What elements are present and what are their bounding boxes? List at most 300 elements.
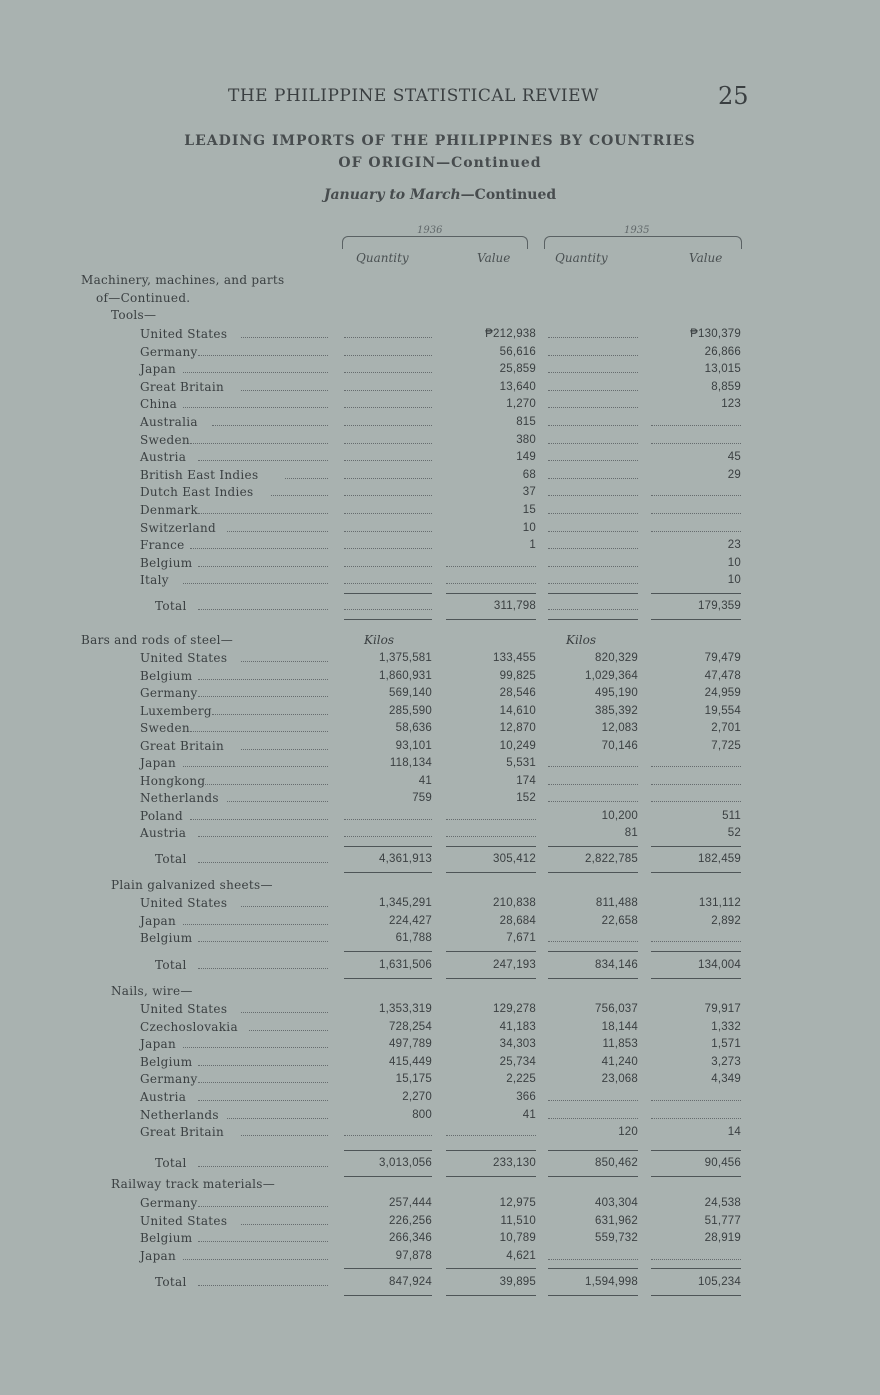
- value-cell: 2,892: [711, 914, 741, 927]
- value-cell: 41: [522, 1108, 536, 1121]
- empty-cell: [446, 819, 536, 820]
- total-rule: [651, 1268, 741, 1269]
- table-title-line2: OF ORIGIN—Continued: [338, 155, 542, 171]
- row-label: Machinery, machines, and parts: [81, 273, 285, 287]
- empty-cell: [344, 548, 432, 549]
- leader-dots: [241, 906, 328, 907]
- table-row: [0, 825, 880, 842]
- value-cell: 11,510: [500, 1214, 536, 1227]
- total-rule: [344, 1150, 432, 1151]
- value-cell: 25,859: [499, 363, 536, 376]
- value-cell: 210,838: [493, 897, 536, 909]
- total-rule: [548, 1150, 638, 1151]
- table-row: [0, 930, 880, 947]
- table-row: [0, 307, 880, 324]
- value-cell: 28,919: [704, 1232, 741, 1245]
- total-rule: [446, 951, 536, 952]
- leader-dots: [241, 390, 328, 391]
- table-row: [0, 1176, 880, 1193]
- leader-dots: [183, 1047, 328, 1048]
- row-label: Total: [155, 1156, 187, 1170]
- value-cell: 10,200: [601, 809, 638, 822]
- value-cell: 728,254: [389, 1020, 432, 1033]
- table-row: [0, 957, 880, 974]
- page-number: 25: [718, 82, 749, 110]
- value-cell: 52: [727, 827, 741, 839]
- row-label: of—Continued.: [96, 291, 191, 305]
- value-cell: 311,798: [493, 600, 536, 612]
- value-cell: 174: [516, 774, 536, 787]
- row-label: Australia: [140, 415, 198, 429]
- leader-dots: [212, 425, 328, 426]
- total-rule: [344, 846, 432, 847]
- leader-dots: [241, 337, 328, 338]
- table-row: [0, 1036, 880, 1053]
- value-cell: 224,427: [389, 914, 432, 927]
- row-label: Great Britain: [140, 379, 225, 394]
- table-row: [0, 1213, 880, 1230]
- table-row: [0, 632, 880, 649]
- table-row: [0, 572, 880, 589]
- row-label: United States: [140, 1213, 228, 1228]
- empty-cell: [651, 425, 741, 426]
- table-row: [0, 484, 880, 501]
- row-label: Total: [155, 1275, 187, 1289]
- empty-cell: [651, 784, 741, 785]
- leader-dots: [285, 478, 328, 479]
- row-label: Austria: [140, 450, 187, 465]
- table-row: [0, 755, 880, 772]
- value-cell: 182,459: [698, 853, 741, 865]
- total-rule: [344, 872, 432, 873]
- value-cell: 97,878: [395, 1250, 432, 1263]
- leader-dots: [183, 372, 328, 373]
- empty-cell: [344, 337, 432, 338]
- total-rule: [548, 872, 638, 873]
- total-rule: [344, 951, 432, 952]
- row-label: Japan: [140, 913, 177, 928]
- row-label: Total: [155, 958, 187, 972]
- value-cell: 10: [522, 521, 536, 534]
- row-label: Nails, wire—: [111, 984, 193, 998]
- empty-cell: [344, 1135, 432, 1136]
- row-label: Great Britain: [140, 1125, 225, 1140]
- row-label: Plain galvanized sheets—: [111, 878, 273, 892]
- leader-dots: [249, 1030, 328, 1031]
- row-label: Austria: [140, 826, 187, 840]
- value-cell: 14: [727, 1126, 741, 1139]
- total-rule: [651, 978, 741, 979]
- empty-cell: [548, 1118, 638, 1119]
- value-cell: 820,329: [595, 652, 638, 664]
- value-cell: 12,083: [601, 722, 638, 734]
- row-label: United States: [140, 1002, 228, 1016]
- value-cell: 497,789: [389, 1038, 432, 1051]
- value-cell: 815: [516, 416, 536, 428]
- empty-cell: [344, 407, 432, 408]
- leader-dots: [198, 1100, 328, 1101]
- empty-cell: [548, 1100, 638, 1101]
- table-row: [0, 520, 880, 537]
- value-cell: 631,962: [595, 1214, 638, 1227]
- value-cell: 4,349: [711, 1073, 741, 1086]
- empty-cell: [548, 784, 638, 785]
- row-label: Total: [155, 599, 187, 613]
- value-cell: 28,684: [499, 914, 536, 927]
- table-row: [0, 1001, 880, 1018]
- total-rule: [651, 872, 741, 873]
- row-label: Netherlands: [140, 791, 219, 805]
- row-label: Belgium: [140, 1054, 193, 1069]
- row-label: Belgium: [140, 668, 193, 683]
- empty-cell: [446, 566, 536, 567]
- total-rule: [344, 1268, 432, 1269]
- empty-cell: [548, 609, 638, 610]
- value-cell: 756,037: [595, 1003, 638, 1015]
- value-cell: ₱212,938: [485, 328, 536, 340]
- value-cell: 10: [727, 574, 741, 587]
- value-cell: 34,303: [499, 1038, 536, 1051]
- total-rule: [344, 978, 432, 979]
- value-cell: 1,332: [711, 1020, 741, 1033]
- value-cell: 68: [522, 468, 536, 481]
- table-row: [0, 361, 880, 378]
- empty-cell: [548, 566, 638, 567]
- leader-dots: [198, 1082, 328, 1083]
- value-cell: 1,594,998: [585, 1276, 638, 1288]
- leader-dots: [198, 1241, 328, 1242]
- value-cell: 1,375,581: [379, 652, 432, 664]
- value-cell: 120: [618, 1126, 638, 1139]
- row-label: Czechoslovakia: [140, 1019, 238, 1034]
- leader-dots: [198, 1166, 328, 1167]
- value-cell: 93,101: [395, 739, 432, 752]
- total-rule: [446, 872, 536, 873]
- row-label: Railway track materials—: [111, 1177, 276, 1191]
- leader-dots: [183, 1259, 328, 1260]
- value-cell: 12,870: [499, 722, 536, 734]
- empty-cell: [548, 1259, 638, 1260]
- row-label: Tools—: [111, 308, 157, 322]
- value-cell: 149: [516, 451, 536, 464]
- empty-cell: [548, 390, 638, 391]
- table-row: [0, 720, 880, 737]
- value-cell: 2,822,785: [585, 853, 638, 865]
- row-label: Luxemberg: [140, 703, 212, 718]
- value-cell: 29: [727, 468, 741, 481]
- empty-cell: [651, 1259, 741, 1260]
- leader-dots: [183, 407, 328, 408]
- subtitle-rest: —Continued: [460, 187, 557, 203]
- leader-dots: [198, 696, 328, 697]
- total-rule: [344, 1295, 432, 1296]
- value-cell: 79,917: [704, 1003, 741, 1015]
- value-cell: 10,249: [499, 739, 536, 752]
- value-cell: 2,701: [711, 722, 741, 734]
- year-1935-heading: 1935: [624, 225, 650, 236]
- total-rule: [651, 1150, 741, 1151]
- row-label: Germany: [140, 344, 198, 359]
- leader-dots: [241, 1012, 328, 1013]
- empty-cell: [344, 531, 432, 532]
- value-cell: 759: [412, 792, 432, 804]
- value-cell: 2,270: [402, 1091, 432, 1103]
- value-cell: 10: [727, 556, 741, 569]
- leader-dots: [198, 968, 328, 969]
- empty-cell: [344, 390, 432, 391]
- row-label: Belgium: [140, 1231, 193, 1246]
- value-cell: 15,175: [395, 1073, 432, 1086]
- value-cell: 380: [516, 433, 536, 446]
- row-label: United States: [140, 327, 228, 341]
- value-cell: 123: [721, 398, 741, 411]
- table-row: [0, 1089, 880, 1106]
- table-row: [0, 502, 880, 519]
- value-cell: 385,392: [595, 704, 638, 717]
- table-row: [0, 1071, 880, 1088]
- running-head: [0, 84, 880, 114]
- value-cell: 56,616: [499, 345, 536, 358]
- table-row: [0, 1274, 880, 1291]
- leader-dots: [227, 801, 328, 802]
- row-label: Japan: [140, 756, 177, 770]
- leader-dots: [198, 566, 328, 567]
- leader-dots: [241, 1135, 328, 1136]
- table-row: [0, 290, 880, 307]
- year-1936-heading: 1936: [417, 225, 443, 236]
- row-label: France: [140, 538, 185, 553]
- value-cell: 4,361,913: [379, 853, 432, 865]
- colhead-value-1935: Value: [689, 251, 723, 265]
- value-cell: 266,346: [389, 1232, 432, 1245]
- table-row: [0, 414, 880, 431]
- value-cell: 811,488: [595, 897, 638, 909]
- value-cell: 285,590: [389, 704, 432, 717]
- value-cell: 18,144: [601, 1020, 638, 1033]
- table-row: [0, 668, 880, 685]
- value-cell: 7,725: [711, 739, 741, 752]
- value-cell: ₱130,379: [690, 328, 741, 340]
- empty-cell: [651, 1100, 741, 1101]
- value-cell: 5,531: [506, 757, 536, 769]
- total-rule: [651, 951, 741, 952]
- value-cell: 13,640: [499, 380, 536, 393]
- row-label: Dutch East Indies: [140, 485, 254, 500]
- row-label: China: [140, 397, 178, 412]
- empty-cell: [651, 495, 741, 496]
- empty-cell: [344, 495, 432, 496]
- value-cell: 23: [727, 539, 741, 552]
- leader-dots: [183, 924, 328, 925]
- value-cell: 90,456: [704, 1157, 741, 1169]
- empty-cell: [548, 531, 638, 532]
- total-rule: [446, 619, 536, 620]
- value-cell: 834,146: [595, 959, 638, 971]
- row-label: United States: [140, 896, 228, 910]
- leader-dots: [227, 531, 328, 532]
- empty-cell: [548, 801, 638, 802]
- value-cell: 24,959: [704, 687, 741, 699]
- value-cell: 3,273: [711, 1055, 741, 1068]
- row-label: Japan: [140, 1037, 177, 1052]
- total-rule: [548, 593, 638, 594]
- table-row: [0, 326, 880, 343]
- value-cell: 10,789: [499, 1232, 536, 1245]
- value-cell: 129,278: [493, 1003, 536, 1015]
- leader-dots: [190, 731, 328, 732]
- value-cell: 41,240: [601, 1055, 638, 1068]
- empty-cell: [344, 583, 432, 584]
- row-label: Belgium: [140, 931, 193, 945]
- value-cell: 415,449: [389, 1055, 432, 1068]
- value-cell: 1,345,291: [379, 897, 432, 909]
- leader-dots: [227, 1118, 328, 1119]
- total-rule: [344, 619, 432, 620]
- row-label: Japan: [140, 1249, 177, 1264]
- value-cell: 22,658: [601, 914, 638, 927]
- empty-cell: [651, 766, 741, 767]
- year-1936-brace: [342, 236, 528, 249]
- value-cell: 24,538: [704, 1197, 741, 1209]
- value-cell: 152: [516, 792, 536, 804]
- value-cell: 47,478: [704, 669, 741, 682]
- row-label: Italy: [140, 573, 169, 588]
- empty-cell: [548, 583, 638, 584]
- value-cell: 2,225: [506, 1073, 536, 1086]
- value-cell: 305,412: [493, 853, 536, 865]
- leader-dots: [198, 862, 328, 863]
- total-rule: [548, 978, 638, 979]
- table-row: [0, 467, 880, 484]
- value-cell: 800: [412, 1108, 432, 1121]
- empty-cell: [446, 836, 536, 837]
- empty-cell: [344, 355, 432, 356]
- value-cell: 105,234: [698, 1276, 741, 1288]
- value-cell: 39,895: [499, 1276, 536, 1288]
- table-row: [0, 432, 880, 449]
- leader-dots: [198, 1206, 328, 1207]
- value-cell: 1,353,319: [379, 1003, 432, 1015]
- row-label: Belgium: [140, 555, 193, 570]
- row-label: Switzerland: [140, 520, 217, 535]
- value-cell: 118,134: [389, 757, 432, 769]
- row-label: Germany: [140, 1196, 198, 1210]
- colhead-value-1936: Value: [477, 251, 511, 265]
- total-rule: [548, 619, 638, 620]
- table-row: [0, 895, 880, 912]
- row-label: Sweden: [140, 432, 190, 447]
- value-cell: 257,444: [389, 1197, 432, 1209]
- empty-cell: [548, 337, 638, 338]
- row-label: Denmark: [140, 503, 199, 517]
- row-label: Austria: [140, 1090, 187, 1104]
- leader-dots: [241, 749, 328, 750]
- empty-cell: [344, 566, 432, 567]
- leader-dots: [198, 513, 328, 514]
- table-row: [0, 913, 880, 930]
- table-row: [0, 1019, 880, 1036]
- value-cell: 1,571: [711, 1038, 741, 1051]
- row-label: Netherlands: [140, 1107, 219, 1122]
- empty-cell: [651, 513, 741, 514]
- value-cell: 850,462: [595, 1157, 638, 1169]
- empty-cell: [548, 425, 638, 426]
- value-cell: 11,853: [602, 1038, 638, 1051]
- table-row: [0, 808, 880, 825]
- empty-cell: [548, 548, 638, 549]
- row-label: United States: [140, 651, 228, 665]
- value-cell: 511: [722, 809, 741, 822]
- row-label: Poland: [140, 808, 184, 823]
- total-rule: [446, 1295, 536, 1296]
- total-rule: [651, 619, 741, 620]
- table-row: [0, 1195, 880, 1212]
- row-label: Total: [155, 852, 187, 866]
- value-cell: 45: [727, 451, 741, 464]
- total-rule: [446, 846, 536, 847]
- value-cell: 559,732: [595, 1232, 638, 1245]
- value-cell: 26,866: [704, 345, 741, 358]
- subtitle-italic: January to March: [323, 187, 461, 203]
- empty-cell: [548, 495, 638, 496]
- leader-dots: [198, 941, 328, 942]
- value-cell: 226,256: [389, 1214, 432, 1227]
- value-cell: 28,546: [499, 687, 536, 699]
- empty-cell: [344, 425, 432, 426]
- total-rule: [446, 978, 536, 979]
- table-row: [0, 555, 880, 572]
- value-cell: 134,004: [698, 959, 741, 971]
- empty-cell: [548, 372, 638, 373]
- leader-dots: [198, 1065, 328, 1066]
- value-cell: 403,304: [595, 1197, 638, 1209]
- leader-dots: [198, 609, 328, 610]
- empty-cell: [651, 443, 741, 444]
- table-row: [0, 272, 880, 289]
- value-cell: 3,013,056: [379, 1157, 432, 1169]
- leader-dots: [190, 819, 328, 820]
- empty-cell: [344, 460, 432, 461]
- empty-cell: [651, 941, 741, 942]
- value-cell: 133,455: [493, 652, 536, 664]
- leader-dots: [198, 460, 328, 461]
- table-subtitle: [0, 187, 880, 203]
- value-cell: 51,777: [704, 1214, 741, 1227]
- total-rule: [548, 1295, 638, 1296]
- total-rule: [548, 951, 638, 952]
- empty-cell: [548, 443, 638, 444]
- colhead-quantity-1935: Quantity: [555, 251, 608, 265]
- table-title: [0, 130, 880, 174]
- value-cell: 12,975: [499, 1197, 536, 1209]
- table-row: [0, 1248, 880, 1265]
- value-cell: 70,146: [601, 739, 638, 752]
- empty-cell: [548, 355, 638, 356]
- value-cell: 131,112: [698, 897, 741, 909]
- empty-cell: [344, 372, 432, 373]
- leader-dots: [198, 1285, 328, 1286]
- leader-dots: [198, 355, 328, 356]
- table-row: [0, 1054, 880, 1071]
- row-label: Bars and rods of steel—: [81, 633, 234, 647]
- empty-cell: [344, 609, 432, 610]
- value-cell: 1,270: [506, 398, 536, 411]
- value-cell: 19,554: [704, 704, 741, 717]
- leader-dots: [198, 836, 328, 837]
- table-row: [0, 1155, 880, 1172]
- table-row: [0, 379, 880, 396]
- table-row: [0, 773, 880, 790]
